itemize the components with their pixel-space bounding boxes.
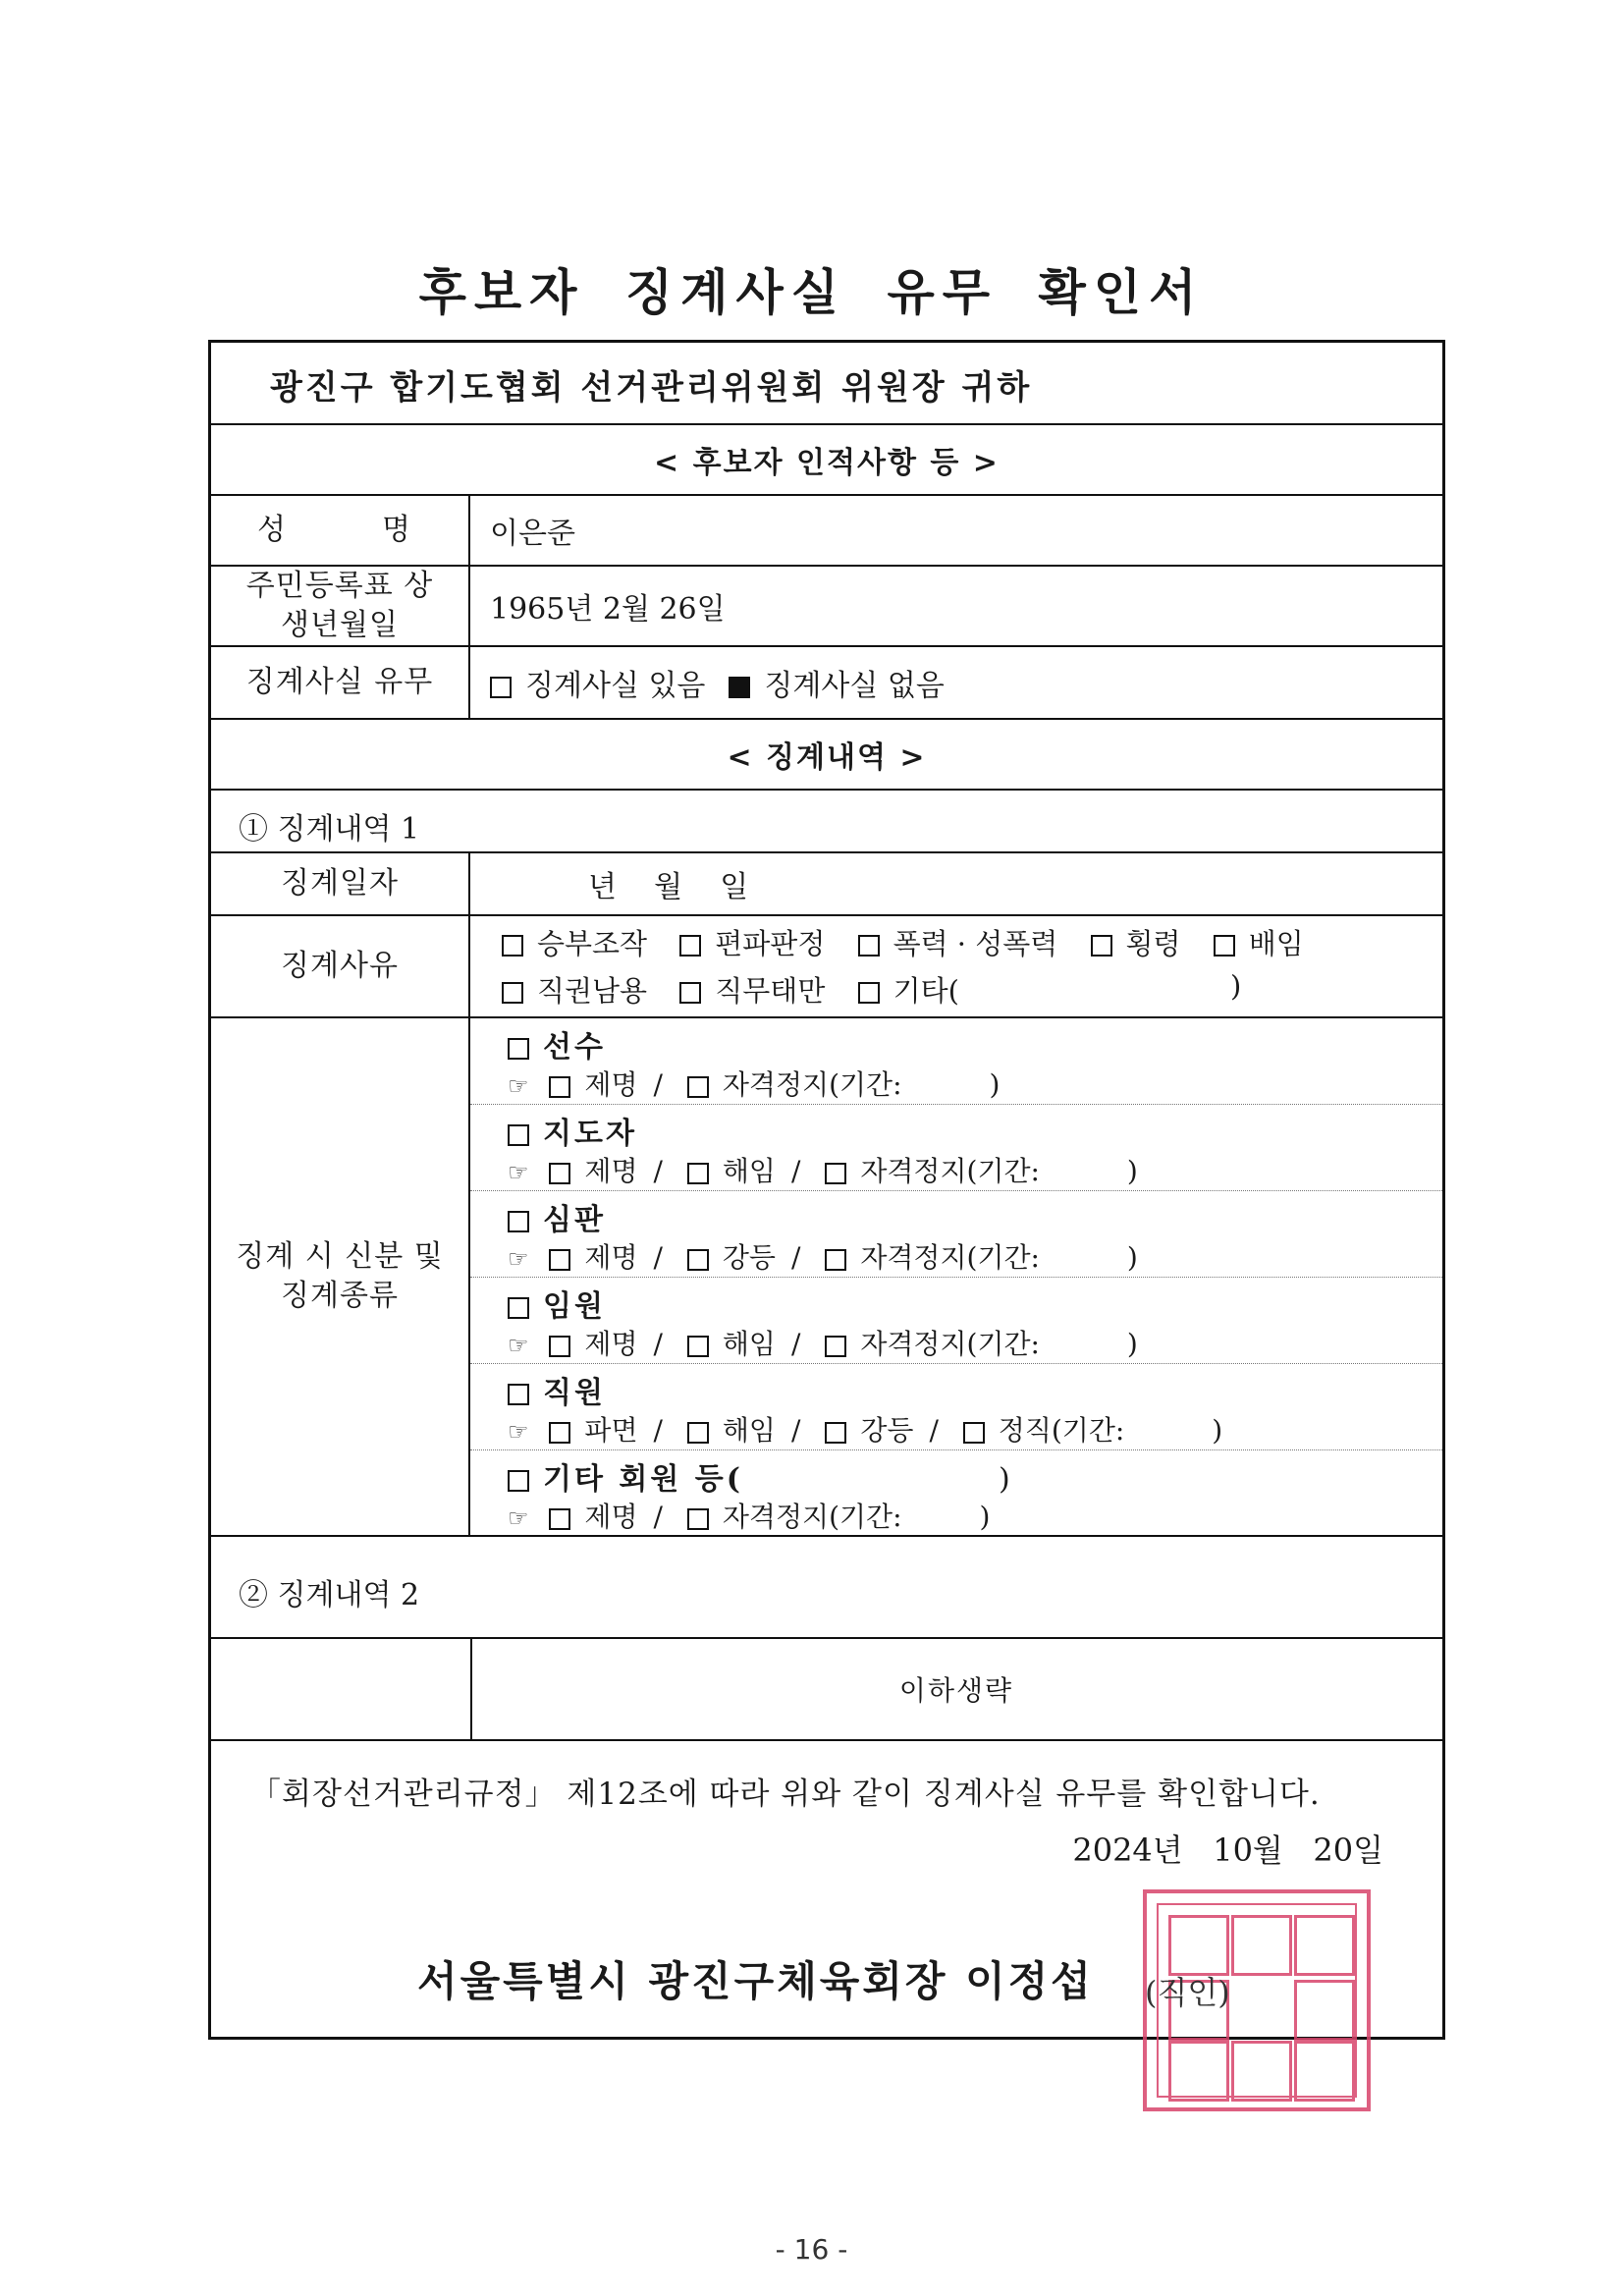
option-label: 자격정지(기간: [860,1328,1040,1360]
record2-row [211,1537,1442,1639]
checkbox-empty-icon [549,1249,570,1271]
group-title[interactable] [508,1282,606,1325]
kind-option[interactable] [825,1414,913,1447]
birth-value: 1965년 2월 26일 [490,592,726,627]
checkbox-empty-icon [549,1336,570,1357]
checkbox-empty-icon [549,1422,570,1444]
option-label: 직권남용 [537,974,648,1008]
separator: / [929,1414,939,1447]
checkbox-empty-icon [687,1249,709,1271]
seal-glyph [1294,1980,1355,2041]
seal-label: (직인) [1145,1974,1230,2011]
seal-glyph [1168,1915,1229,1976]
confirm-text: 「회장선거관리규정」 제12조에 따라 위와 같이 징계사실 유무를 확인합니다. [250,1777,1321,1812]
kind-option[interactable] [687,1328,776,1360]
group-options [508,1323,1138,1362]
checkbox-empty-icon [508,1038,529,1060]
checkbox-empty-icon [679,935,701,957]
checkbox-empty-icon [825,1422,846,1444]
birth-label [211,567,470,645]
omitted-row [211,1639,1442,1741]
separator: / [790,1241,801,1274]
pointing-hand-icon: ☞ [508,1332,529,1359]
checkbox-empty-icon [490,677,512,698]
checkbox-empty-icon [508,1124,529,1146]
kind-option[interactable] [687,1241,776,1274]
option-label: 강등 [722,1241,776,1274]
group-title-text: 직원 [543,1376,606,1410]
group-title-text: 지도자 [543,1117,637,1151]
status-label-line2: 징계종류 [281,1279,399,1313]
seal-glyph [1231,2041,1292,2102]
checkbox-empty-icon [508,1384,529,1405]
kind-option[interactable] [549,1414,637,1447]
group-coach [470,1105,1442,1191]
checkbox-empty-icon [825,1249,846,1271]
kind-option[interactable] [549,1068,637,1101]
reason-option[interactable] [502,927,647,960]
omitted-text: 이하생략 [898,1674,1014,1707]
checkbox-empty-icon [825,1163,846,1184]
separator: / [653,1414,663,1447]
option-label: 징계사실 없음 [764,669,945,703]
kind-option[interactable] [687,1068,902,1101]
kind-option[interactable] [825,1241,1040,1274]
close-paren: ) [1126,1155,1138,1187]
discipline-section-row [211,720,1442,791]
option-label: 강등 [860,1414,914,1447]
close-paren: ) [1212,1414,1223,1447]
kind-option[interactable] [687,1414,776,1447]
checkbox-empty-icon [687,1508,709,1530]
reason-option[interactable] [858,927,1058,960]
option-label: 정직(기간: [998,1414,1125,1447]
reason-option[interactable] [679,974,825,1008]
group-other-member [470,1450,1442,1537]
seal-glyph [1294,1915,1355,1976]
group-title-close: ) [998,1462,1013,1497]
separator: / [790,1414,801,1447]
option-label: 해임 [722,1328,776,1360]
reason-option[interactable] [1214,927,1304,960]
option-label: 파면 [584,1414,638,1447]
close-paren: ) [1126,1328,1138,1360]
option-label: 제명 [584,1068,638,1101]
pointing-hand-icon: ☞ [508,1159,529,1186]
checkbox-empty-icon [508,1470,529,1492]
group-title[interactable] [508,1109,637,1152]
date-value: 년 월 일 [588,870,749,904]
separator: / [790,1155,801,1187]
option-label: 배임 [1248,927,1304,960]
option-label: 해임 [722,1414,776,1447]
checkbox-empty-icon [508,1211,529,1232]
disc-status-option-no[interactable] [729,661,944,704]
document-title: 후보자 징계사실 유무 확인서 [418,263,1205,321]
checkbox-empty-icon [549,1076,570,1098]
reason-line1 [502,922,1327,962]
checkbox-empty-icon [825,1336,846,1357]
separator: / [653,1241,663,1274]
option-label: 기타( [893,974,959,1008]
personal-section-row [211,425,1442,496]
record2-title: ② 징계내역 2 [239,1578,420,1613]
option-label: 직무태만 [715,974,826,1008]
checkbox-empty-icon [687,1422,709,1444]
separator: / [653,1155,663,1187]
reason-row [211,916,1442,1018]
option-label: 해임 [722,1155,776,1187]
record1-row [211,791,1442,853]
kind-option[interactable] [687,1501,902,1533]
disc-status-label: 징계사실 유무 [211,647,470,718]
birth-row [211,567,1442,647]
seal-glyph [1231,1915,1292,1976]
kind-option[interactable] [963,1414,1125,1447]
discipline-section-header: < 징계내역 > [727,740,927,775]
option-label: 자격정지(기간: [722,1501,902,1533]
group-title[interactable] [508,1022,606,1066]
checkbox-empty-icon [858,935,880,957]
checkbox-filled-icon [729,677,750,698]
group-officer [470,1278,1442,1364]
kind-option[interactable] [549,1155,637,1187]
kind-option[interactable] [549,1241,637,1274]
option-label: 승부조작 [537,927,648,960]
birth-label-line1: 주민등록표 상 [245,569,434,603]
checkbox-empty-icon [502,935,523,957]
name-label [211,496,470,565]
option-label: 자격정지(기간: [860,1241,1040,1274]
checkbox-empty-icon [679,982,701,1004]
kind-option[interactable] [687,1155,776,1187]
pointing-hand-icon: ☞ [508,1418,529,1446]
status-label-line1: 징계 시 신분 및 [236,1239,444,1274]
checkbox-empty-icon [1091,935,1112,957]
option-label: 폭력 · 성폭력 [893,927,1058,960]
addressee-row [211,343,1442,425]
checkbox-empty-icon [687,1076,709,1098]
group-title[interactable] [508,1195,606,1238]
checkbox-empty-icon [502,982,523,1004]
reason-other-option[interactable] [858,974,959,1008]
group-staff [470,1364,1442,1450]
group-title-text: 임원 [543,1289,606,1324]
group-options [508,1236,1138,1276]
reason-other-close: ) [1230,969,1242,1003]
option-label: 횡령 [1125,927,1181,960]
kind-option[interactable] [825,1155,1040,1187]
checkbox-empty-icon [1214,935,1235,957]
reason-option[interactable] [1091,927,1181,960]
checkbox-empty-icon [687,1163,709,1184]
close-paren: ) [1126,1241,1138,1274]
close-paren: ) [989,1068,1001,1101]
close-paren: ) [979,1501,991,1533]
option-label: 자격정지(기간: [722,1068,902,1101]
signed-date: 2024년 10월 20일 [1072,1831,1383,1869]
separator: / [653,1068,663,1101]
separator: / [653,1328,663,1360]
kind-option[interactable] [549,1501,637,1533]
option-label: 제명 [584,1328,638,1360]
option-label: 제명 [584,1501,638,1533]
seal-glyph [1294,2041,1355,2102]
addressee: 광진구 합기도협회 선거관리위원회 위원장 귀하 [270,368,1033,408]
signer-name: 서울특별시 광진구체육회장 이정섭 [417,1957,1094,2005]
separator: / [790,1328,801,1360]
name-label-text: 성 명 [256,513,423,547]
page-number: - 16 - [775,2233,848,2266]
disc-status-options [470,647,1442,718]
name-value: 이은준 [490,517,575,551]
record1-title: ① 징계내역 1 [239,812,420,847]
group-options [508,1064,1000,1103]
group-title-text: 선수 [543,1030,606,1065]
group-referee [470,1191,1442,1278]
option-label: 제명 [584,1155,638,1187]
checkbox-empty-icon [549,1163,570,1184]
option-label: 편파판정 [715,927,826,960]
personal-section-header: < 후보자 인적사항 등 > [654,446,1000,480]
checkbox-empty-icon [963,1422,985,1444]
group-title[interactable] [508,1368,606,1411]
group-player [470,1018,1442,1105]
group-options [508,1409,1222,1449]
date-label: 징계일자 [211,853,470,914]
option-label: 자격정지(기간: [860,1155,1040,1187]
kind-option[interactable] [549,1328,637,1360]
kind-option[interactable] [825,1328,1040,1360]
group-options [508,1496,990,1535]
separator: / [653,1501,663,1533]
disc-status-option-yes[interactable] [490,661,705,704]
reason-options [470,916,1442,1016]
date-row [211,853,1442,916]
reason-line2 [502,969,959,1010]
birth-label-line2: 생년월일 [281,608,399,642]
pointing-hand-icon: ☞ [508,1072,529,1100]
group-title-text: 기타 회원 등( [543,1462,743,1497]
status-row [211,1018,1442,1537]
disc-status-row [211,647,1442,720]
group-options [508,1150,1138,1189]
reason-label: 징계사유 [211,916,470,1016]
status-label [211,1018,470,1535]
pointing-hand-icon: ☞ [508,1245,529,1273]
option-label: 제명 [584,1241,638,1274]
group-title[interactable] [508,1454,1013,1498]
checkbox-empty-icon [687,1336,709,1357]
checkbox-empty-icon [549,1508,570,1530]
seal-glyph [1168,2041,1229,2102]
reason-option[interactable] [679,927,825,960]
group-title-text: 심판 [543,1203,606,1237]
option-label: 징계사실 있음 [525,669,706,703]
checkbox-empty-icon [508,1297,529,1319]
omitted-label-cell [211,1639,472,1739]
checkbox-empty-icon [858,982,880,1004]
form-table [208,340,1445,2040]
name-row [211,496,1442,567]
pointing-hand-icon: ☞ [508,1504,529,1532]
reason-option[interactable] [502,974,647,1008]
